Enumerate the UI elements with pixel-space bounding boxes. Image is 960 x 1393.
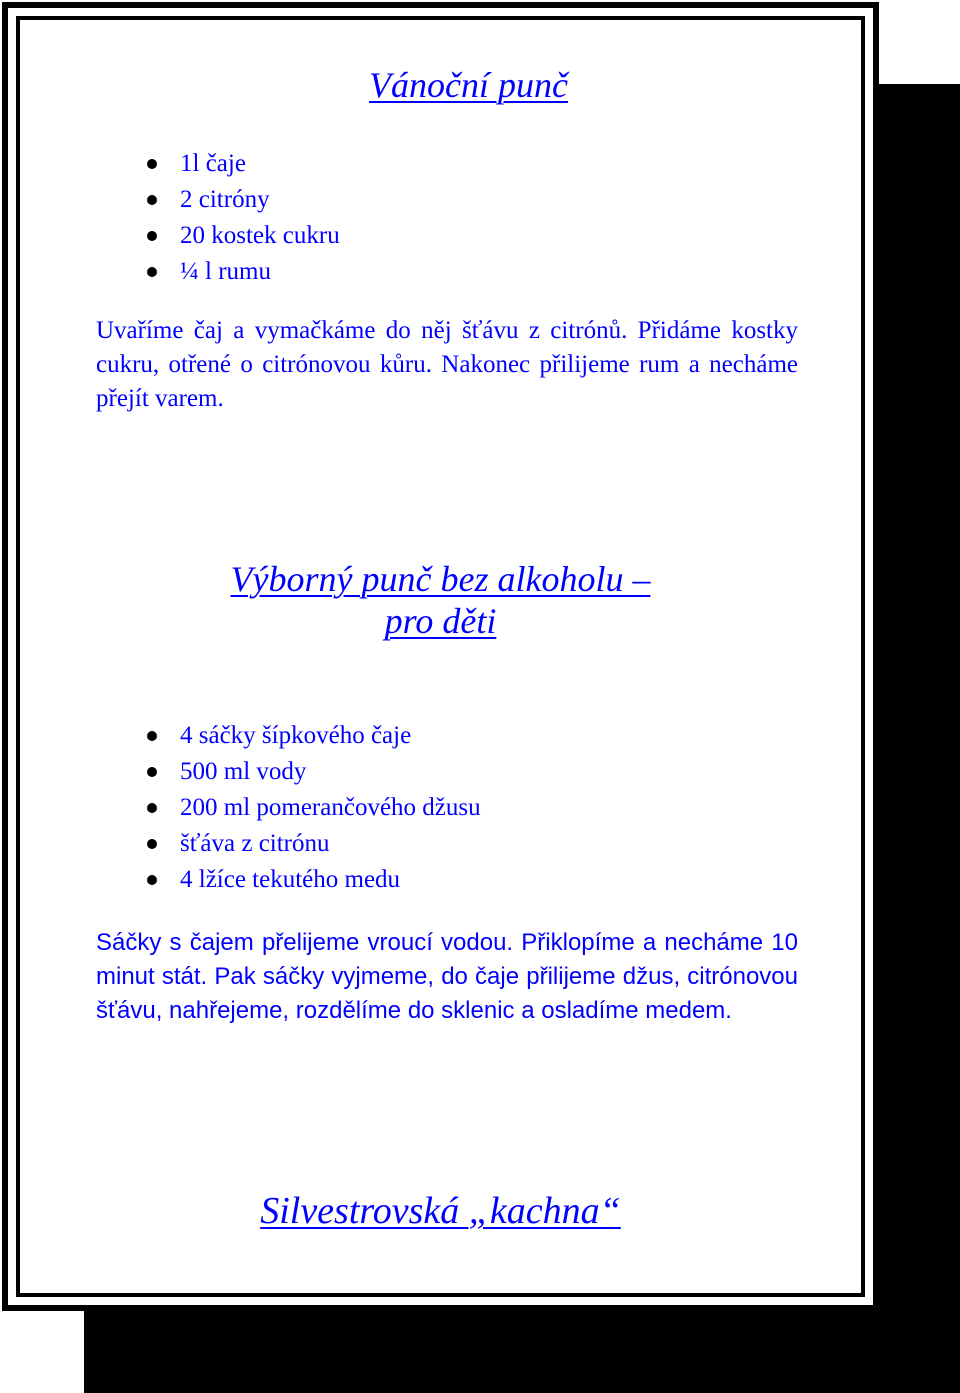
recipe1-ingredient-list — [144, 146, 340, 290]
list-item: 4 sáčky šípkového čaje — [144, 718, 481, 754]
recipe2-title — [8, 558, 873, 642]
list-item: šťáva z citrónu — [144, 826, 481, 862]
list-item: ¼ l rumu — [144, 254, 340, 290]
list-item: 2 citróny — [144, 182, 340, 218]
recipe1-instructions: Uvaříme čaj a vymačkáme do něj šťávu z citrónů. Přidáme kostky cukru, otřené o citrónovou kůru. Nakonec přilijeme rum a necháme přejít varem. — [96, 317, 798, 412]
recipe2-instructions: Sáčky s čajem přelijeme vroucí vodou. Přiklopíme a necháme 10 minut stát. Pak sáčky vyjmeme, do čaje přilijeme džus, citrónovou šťávu, nahřejeme, rozdělíme do sklenic a osladíme medem. — [96, 929, 798, 1024]
outer-frame — [2, 2, 879, 1311]
recipe2-ingredient-list — [144, 718, 481, 898]
list-item: 500 ml vody — [144, 754, 481, 790]
recipe1-title: Vánoční punč — [369, 65, 568, 105]
recipe2-title-line1: Výborný punč bez alkoholu – — [230, 559, 651, 599]
list-item: 200 ml pomerančového džusu — [144, 790, 481, 826]
list-item: 1l čaje — [144, 146, 340, 182]
list-item: 20 kostek cukru — [144, 218, 340, 254]
recipe3-title: Silvestrovská „kachna“ — [260, 1190, 621, 1232]
list-item: 4 lžíce tekutého medu — [144, 862, 481, 898]
recipe2-title-line2: pro děti — [384, 601, 497, 641]
